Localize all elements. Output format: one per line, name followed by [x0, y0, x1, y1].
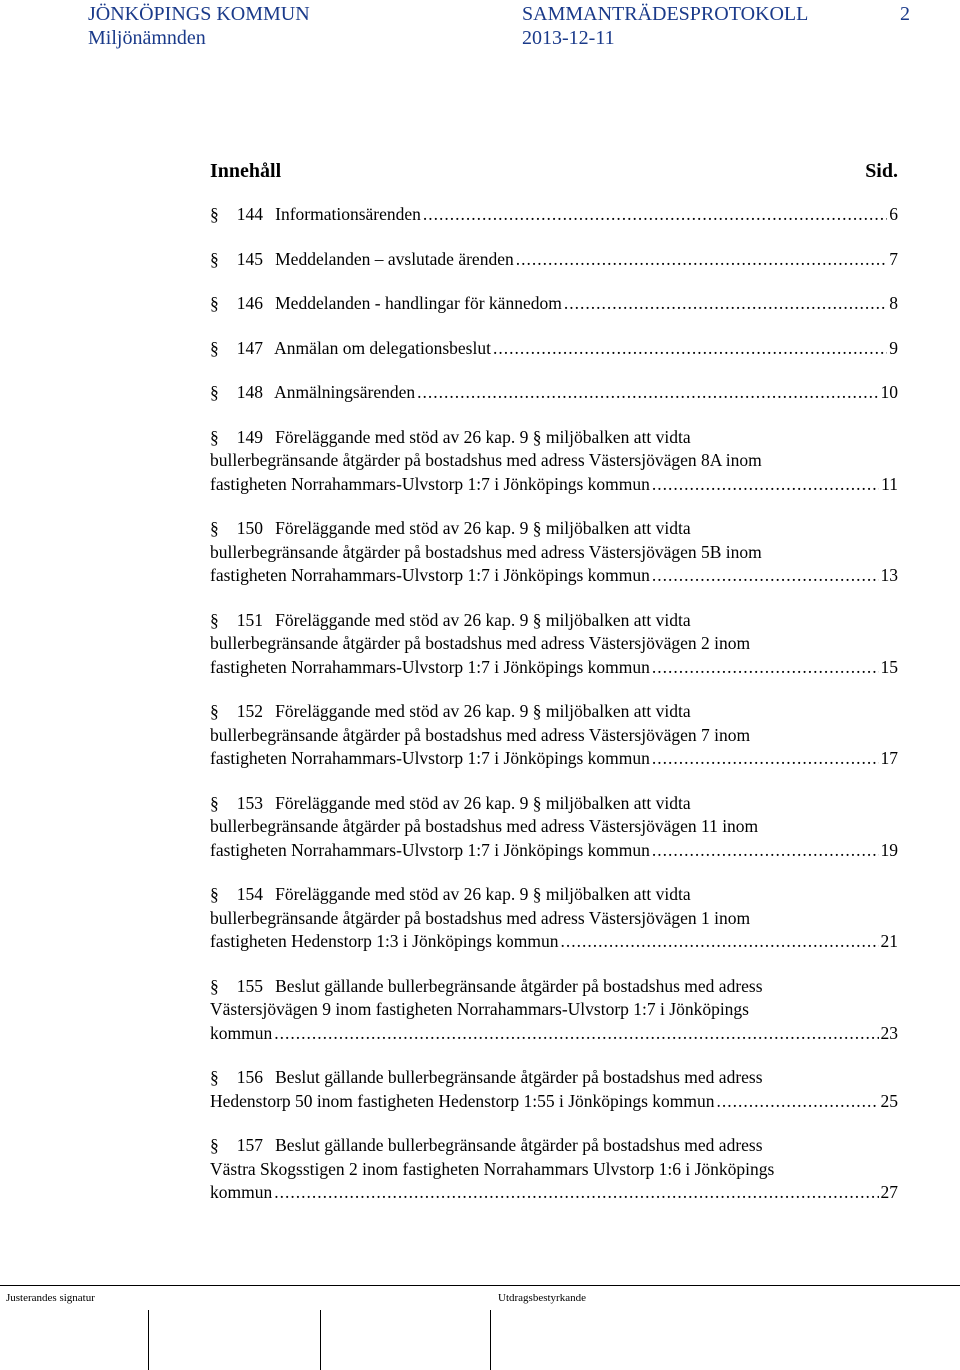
footer-rule: [0, 1285, 960, 1286]
toc-entry-text: fastigheten Hedenstorp 1:3 i Jönköpings kommun: [210, 931, 559, 951]
toc-entry-text: bullerbegränsande åtgärder på bostadshus med adress Västersjövägen 2 inom: [210, 633, 751, 653]
toc-entry-section-sign: §: [210, 792, 219, 813]
toc-entry-last-line: [210, 930, 898, 954]
toc-entry[interactable]: [210, 517, 898, 588]
toc-entry-page: 11: [881, 473, 898, 494]
toc-entry[interactable]: [210, 426, 898, 497]
signature-box-divider: [148, 1310, 149, 1370]
toc-leader-dots: [274, 1181, 878, 1205]
toc-entry-text: fastigheten Norrahammars-Ulvstorp 1:7 i Jönköpings kommun: [210, 565, 650, 585]
toc-entry-number: 151: [236, 609, 263, 630]
toc-entry-number: 149: [236, 426, 263, 447]
header-document-type: SAMMANTRÄDESPROTOKOLL: [522, 3, 809, 25]
toc-entry[interactable]: [210, 1066, 898, 1113]
footer-signature-label: Justerandes signatur: [6, 1292, 95, 1304]
toc-leader-dots: [652, 564, 879, 588]
toc-entry-section-sign: §: [210, 1067, 219, 1087]
toc-entry-text: fastigheten Norrahammars-Ulvstorp 1:7 i Jönköpings kommun: [210, 473, 650, 494]
toc-entry-page: 17: [880, 748, 898, 768]
toc-entry-page: 13: [880, 565, 898, 585]
toc-entry-last-line: [210, 473, 898, 497]
toc-entry-section-sign: §: [210, 1135, 219, 1155]
toc-entry-text: Beslut gällande bullerbegränsande åtgärder på bostadshus med adress: [275, 975, 763, 996]
toc-leader-dots: [652, 747, 879, 771]
toc-entry-page: 10: [880, 382, 898, 402]
toc-entry-line: [210, 1134, 898, 1158]
toc-entry[interactable]: [210, 700, 898, 771]
toc-entry[interactable]: [210, 1134, 898, 1205]
toc-entry-text: Västra Skogsstigen 2 inom fastigheten Norrahammars Ulvstorp 1:6 i Jönköpings: [210, 1158, 775, 1179]
toc-entry-line: [210, 975, 898, 999]
signature-box-divider: [320, 1310, 321, 1370]
toc-entry-last-line: [210, 564, 898, 588]
toc-leader-dots: [652, 473, 879, 497]
toc-entry-page: 9: [889, 337, 898, 358]
toc-entry[interactable]: [210, 381, 898, 405]
toc-entry-number: 147: [236, 337, 263, 358]
toc-entry-text: fastigheten Norrahammars-Ulvstorp 1:7 i Jönköpings kommun: [210, 839, 650, 860]
toc-entry-line: [210, 426, 898, 450]
toc-entry-section-sign: §: [210, 248, 219, 269]
toc-entry[interactable]: [210, 883, 898, 954]
footer-extract-label: Utdragsbestyrkande: [498, 1292, 586, 1304]
toc-entry-text: Föreläggande med stöd av 26 kap. 9 § miljöbalken att vidta: [275, 792, 691, 813]
toc-entry-text: fastigheten Norrahammars-Ulvstorp 1:7 i Jönköpings kommun: [210, 748, 650, 768]
toc-entry-last-line: [210, 747, 898, 771]
toc-entry-page: 23: [880, 1022, 898, 1043]
toc-entry-section-sign: §: [210, 204, 219, 224]
toc-entry-line: [210, 541, 898, 565]
toc-page-column-label: Sid.: [865, 160, 898, 182]
toc-entry-line: [210, 449, 898, 473]
toc-entry-line: [210, 609, 898, 633]
toc-leader-dots: [717, 1090, 879, 1114]
toc-entry-text: bullerbegränsande åtgärder på bostadshus med adress Västersjövägen 7 inom: [210, 724, 751, 745]
toc-entry[interactable]: [210, 609, 898, 680]
toc-entry-text: fastigheten Norrahammars-Ulvstorp 1:7 i Jönköpings kommun: [210, 656, 650, 677]
toc-entry-text: Meddelanden – avslutade ärenden: [275, 248, 514, 269]
toc-entry-line: [210, 998, 898, 1022]
toc-entry-text: Hedenstorp 50 inom fastigheten Hedenstorp 1:55 i Jönköpings kommun: [210, 1090, 715, 1111]
toc-entry-page: 8: [889, 293, 898, 313]
toc-entry-last-line: [210, 656, 898, 680]
toc-entry-number: 156: [236, 1067, 263, 1087]
toc-entry-number: 152: [236, 701, 263, 721]
toc-entry-text: Beslut gällande bullerbegränsande åtgärder på bostadshus med adress: [275, 1067, 763, 1087]
signature-box-divider: [490, 1310, 491, 1370]
toc-entry-text: bullerbegränsande åtgärder på bostadshus med adress Västersjövägen 8A inom: [210, 450, 762, 470]
toc-entry-number: 144: [236, 204, 263, 224]
toc-entry-text: kommun: [210, 1022, 273, 1043]
toc-entry-line: [210, 907, 898, 931]
header-organization: JÖNKÖPINGS KOMMUN: [88, 3, 310, 25]
toc-leader-dots: [423, 203, 887, 227]
toc-entry-text: Meddelanden - handlingar för kännedom: [275, 293, 562, 313]
toc-entry-section-sign: §: [210, 701, 219, 721]
page-header: [0, 0, 960, 60]
toc-entry-text: Föreläggande med stöd av 26 kap. 9 § miljöbalken att vidta: [275, 426, 691, 447]
toc-entry-last-line: [210, 203, 898, 227]
toc-entry-number: 154: [236, 884, 263, 904]
toc-entry-line: [210, 632, 898, 656]
toc-entry-section-sign: §: [210, 426, 219, 447]
toc-entry-line: [210, 724, 898, 748]
toc-entry-section-sign: §: [210, 609, 219, 630]
header-page-number: 2: [900, 3, 910, 25]
toc-entry-text: Västersjövägen 9 inom fastigheten Norrahammars-Ulvstorp 1:7 i Jönköpings: [210, 999, 749, 1019]
toc-entry-page: 27: [880, 1182, 898, 1202]
toc-leader-dots: [516, 248, 888, 272]
toc-entry-section-sign: §: [210, 975, 219, 996]
toc-entry-number: 146: [236, 293, 263, 313]
toc-leader-dots: [561, 930, 879, 954]
toc-entry-number: 145: [236, 248, 263, 269]
header-date: 2013-12-11: [522, 27, 615, 49]
toc-entry-line: [210, 1066, 898, 1090]
toc-leader-dots: [417, 381, 878, 405]
toc-entry-text: Anmälningsärenden: [274, 382, 416, 402]
toc-entry-page: 19: [880, 839, 898, 860]
toc-entry-number: 148: [236, 382, 263, 402]
toc-entry[interactable]: [210, 975, 898, 1046]
toc-entry-last-line: [210, 1022, 898, 1046]
toc-entry-section-sign: §: [210, 337, 219, 358]
toc-entries: [210, 203, 898, 1205]
toc-entry-page: 15: [880, 656, 898, 677]
toc-entry-line: [210, 700, 898, 724]
toc-entry-line: [210, 815, 898, 839]
toc-entry[interactable]: [210, 792, 898, 863]
toc-entry-text: Föreläggande med stöd av 26 kap. 9 § miljöbalken att vidta: [275, 701, 691, 721]
toc-entry-text: bullerbegränsande åtgärder på bostadshus med adress Västersjövägen 5B inom: [210, 541, 762, 562]
toc-entry-section-sign: §: [210, 884, 219, 904]
toc-entry-page: 6: [889, 204, 898, 224]
toc-entry-last-line: [210, 1181, 898, 1205]
toc-entry[interactable]: [210, 292, 898, 316]
toc-entry-section-sign: §: [210, 382, 219, 402]
toc-entry-line: [210, 792, 898, 816]
toc-entry-text: Beslut gällande bullerbegränsande åtgärder på bostadshus med adress: [275, 1135, 763, 1155]
toc-leader-dots: [274, 1022, 878, 1046]
toc-entry-text: Föreläggande med stöd av 26 kap. 9 § miljöbalken att vidta: [275, 884, 691, 904]
toc-entry-section-sign: §: [210, 293, 219, 313]
toc-leader-dots: [564, 292, 887, 316]
toc-entry-text: Anmälan om delegationsbeslut: [274, 337, 491, 358]
toc-entry-last-line: [210, 337, 898, 361]
toc-entry-last-line: [210, 381, 898, 405]
toc-entry-number: 150: [236, 518, 263, 538]
table-of-contents: [210, 157, 898, 1226]
header-department: Miljönämnden: [88, 27, 206, 49]
toc-leader-dots: [652, 839, 879, 863]
toc-entry-page: 7: [889, 248, 898, 269]
toc-entry-text: bullerbegränsande åtgärder på bostadshus med adress Västersjövägen 11 inom: [210, 816, 759, 836]
toc-entry[interactable]: [210, 203, 898, 227]
toc-entry-section-sign: §: [210, 518, 219, 538]
toc-leader-dots: [493, 337, 887, 361]
toc-entry-number: 157: [236, 1135, 263, 1155]
page-footer: [0, 1285, 960, 1370]
toc-entry-line: [210, 1158, 898, 1182]
toc-entry-last-line: [210, 839, 898, 863]
toc-entry-number: 153: [236, 792, 263, 813]
toc-entry-page: 21: [880, 931, 898, 951]
toc-entry-last-line: [210, 292, 898, 316]
toc-entry-page: 25: [880, 1090, 898, 1111]
toc-entry-number: 155: [236, 975, 263, 996]
toc-entry-last-line: [210, 1090, 898, 1114]
toc-entry-line: [210, 517, 898, 541]
toc-entry[interactable]: [210, 337, 898, 361]
toc-entry-text: Informationsärenden: [275, 204, 421, 224]
toc-heading-row: [210, 157, 898, 187]
toc-entry-last-line: [210, 248, 898, 272]
toc-leader-dots: [652, 656, 879, 680]
toc-entry-text: kommun: [210, 1182, 273, 1202]
toc-heading: Innehåll: [210, 160, 282, 182]
toc-entry-text: Föreläggande med stöd av 26 kap. 9 § miljöbalken att vidta: [275, 609, 691, 630]
toc-entry-text: bullerbegränsande åtgärder på bostadshus med adress Västersjövägen 1 inom: [210, 907, 751, 928]
toc-entry-text: Föreläggande med stöd av 26 kap. 9 § miljöbalken att vidta: [275, 518, 691, 538]
toc-entry[interactable]: [210, 248, 898, 272]
toc-entry-line: [210, 883, 898, 907]
